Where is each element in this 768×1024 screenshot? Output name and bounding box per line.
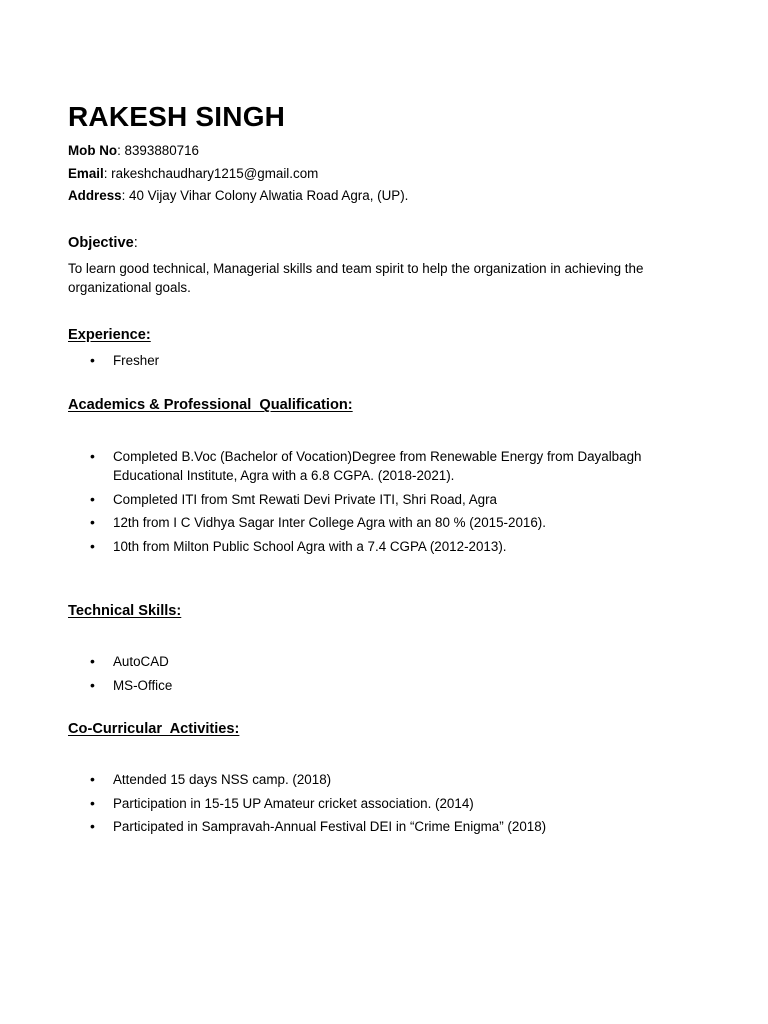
objective-heading-text: Objective [68, 235, 134, 251]
address-line [68, 188, 408, 203]
address-value: : 40 Vijay Vihar Colony Alwatia Road Agra, (UP). [121, 188, 409, 203]
list-item: • Completed B.Voc (Bachelor of Vocation)Degree from Renewable Energy from Dayalbagh Educational Institute, Agra with a 6.8 CGPA. (2018-2021). [68, 447, 688, 485]
skills-heading: Technical Skills: [68, 603, 182, 619]
list-item: • 12th from I C Vidhya Sagar Inter College Agra with an 80 % (2015-2016). [68, 513, 688, 532]
list-item: • Attended 15 days NSS camp. (2018) [68, 770, 688, 789]
skills-list [68, 652, 688, 699]
mobile-label: Mob No [68, 143, 118, 158]
list-item: • 10th from Milton Public School Agra with a 7.4 CGPA (2012-2013). [68, 537, 688, 556]
list-item: • MS-Office [68, 676, 688, 695]
email-line [68, 166, 318, 181]
list-item: • Participation in 15-15 UP Amateur cricket association. (2014) [68, 794, 688, 813]
email-label: Email [68, 166, 104, 181]
candidate-name: RAKESH SINGH [68, 101, 286, 132]
objective-text: To learn good technical, Managerial skills and team spirit to help the organization in achieving the organizational goals. [68, 261, 644, 295]
mobile-line [68, 143, 199, 158]
list-item: • Fresher [68, 351, 688, 370]
list-item: • Completed ITI from Smt Rewati Devi Private ITI, Shri Road, Agra [68, 490, 688, 509]
list-item: • AutoCAD [68, 652, 688, 671]
academics-list [68, 447, 688, 560]
objective-heading-colon: : [133, 235, 138, 251]
address-label: Address [68, 188, 122, 203]
mobile-value: : 8393880716 [117, 143, 200, 158]
activities-heading: Co-Curricular Activities: [68, 721, 240, 737]
objective-heading [68, 235, 138, 251]
experience-heading: Experience: [68, 327, 151, 343]
experience-list [68, 351, 688, 375]
list-item: • Participated in Sampravah-Annual Festival DEI in “Crime Enigma” (2018) [68, 817, 688, 836]
academics-heading: Academics & Professional Qualification: [68, 397, 353, 413]
activities-list [68, 770, 688, 841]
email-value: : rakeshchaudhary1215@gmail.com [103, 166, 319, 181]
